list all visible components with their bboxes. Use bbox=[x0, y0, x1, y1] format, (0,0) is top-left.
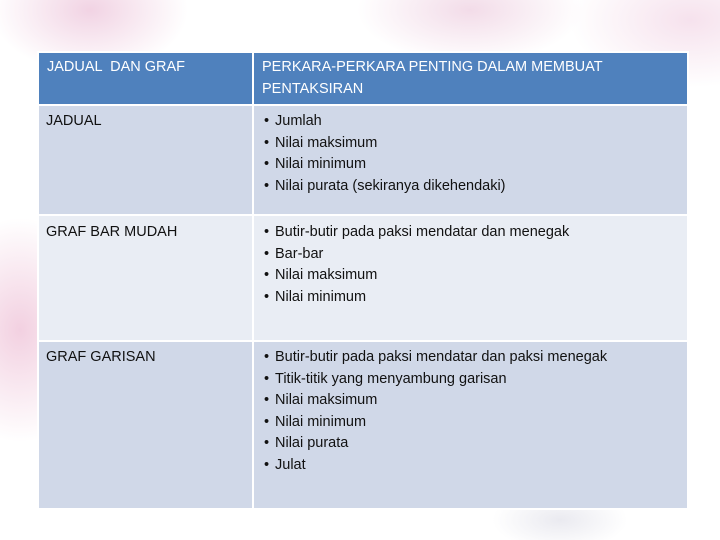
bullet-icon: • bbox=[264, 177, 270, 194]
bullet-icon: • bbox=[264, 370, 270, 387]
bullet-icon: • bbox=[264, 413, 270, 430]
bullet-icon: • bbox=[264, 349, 270, 365]
table-row bbox=[38, 215, 688, 341]
row-label-graf-bar-mudah: GRAF BAR MUDAH bbox=[38, 215, 253, 341]
bullet-icon: • bbox=[264, 245, 270, 262]
bullet-icon: • bbox=[264, 456, 270, 473]
list-item: • Nilai maksimum bbox=[264, 390, 679, 412]
bullet-list bbox=[262, 347, 679, 476]
bullet-icon: • bbox=[264, 288, 270, 305]
row-items-graf-bar-mudah bbox=[253, 215, 688, 341]
list-item: • Butir-butir pada paksi mendatar dan menegak bbox=[264, 222, 679, 244]
list-item: • Nilai purata bbox=[264, 433, 679, 455]
list-item: • Nilai minimum bbox=[264, 154, 679, 176]
bullet-icon: • bbox=[264, 267, 270, 283]
table-row bbox=[38, 105, 688, 215]
bullet-list bbox=[262, 111, 679, 197]
list-item: • Nilai minimum bbox=[264, 287, 679, 309]
list-item: • Butir-butir pada paksi mendatar dan paksi menegak bbox=[264, 347, 679, 369]
assessment-table bbox=[37, 51, 689, 510]
list-item: • Titik-titik yang menyambung garisan bbox=[264, 369, 679, 391]
list-item: • Bar-bar bbox=[264, 244, 679, 266]
header-important-points: PERKARA-PERKARA PENTING DALAM MEMBUAT PENTAKSIRAN bbox=[253, 52, 688, 105]
row-label-graf-garisan: GRAF GARISAN bbox=[38, 341, 253, 509]
bullet-icon: • bbox=[264, 224, 270, 240]
bullet-icon: • bbox=[264, 156, 270, 172]
row-label-jadual: JADUAL bbox=[38, 105, 253, 215]
row-items-graf-garisan bbox=[253, 341, 688, 509]
list-item: • Nilai minimum bbox=[264, 412, 679, 434]
table-row bbox=[38, 341, 688, 509]
bullet-icon: • bbox=[264, 435, 270, 451]
list-item: • Julat bbox=[264, 455, 679, 477]
list-item: • Nilai maksimum bbox=[264, 133, 679, 155]
header-table-and-graph: JADUAL DAN GRAF bbox=[38, 52, 253, 105]
table-header-row bbox=[38, 52, 688, 105]
bullet-icon: • bbox=[264, 113, 270, 129]
list-item: • Jumlah bbox=[264, 111, 679, 133]
bullet-icon: • bbox=[264, 392, 270, 408]
list-item: • Nilai purata (sekiranya dikehendaki) bbox=[264, 176, 679, 198]
row-items-jadual bbox=[253, 105, 688, 215]
list-item: • Nilai maksimum bbox=[264, 265, 679, 287]
bullet-icon: • bbox=[264, 134, 270, 151]
bullet-list bbox=[262, 222, 679, 308]
